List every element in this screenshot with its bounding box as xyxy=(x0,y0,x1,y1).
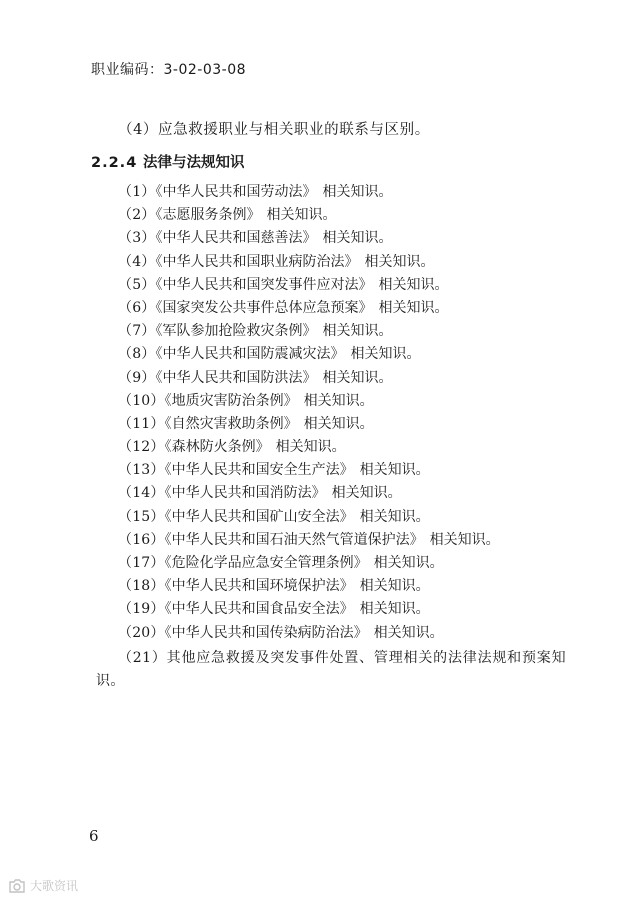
law-item-title: 《中华人民共和国慈善法》 xyxy=(155,230,317,247)
law-list-item xyxy=(118,343,558,366)
law-item-suffix: 相关知识。 xyxy=(359,578,430,595)
law-item-suffix: 相关知识。 xyxy=(359,601,430,618)
law-list-item xyxy=(118,251,558,274)
law-item-number: （15） xyxy=(118,508,165,525)
law-item-title: 《国家突发公共事件总体应急预案》 xyxy=(155,299,373,316)
law-list-item xyxy=(118,274,558,297)
law-item-number: （7） xyxy=(118,323,156,340)
law-item-title: 《危险化学品应急安全管理条例》 xyxy=(164,555,368,571)
law-item-number: （17） xyxy=(118,555,165,571)
law-item-title: 《中华人民共和国防震减灾法》 xyxy=(155,346,345,363)
law-list-item xyxy=(118,622,558,645)
law-list-item xyxy=(118,204,558,227)
law-item-suffix: 相关知识。 xyxy=(303,415,374,432)
law-item-suffix: 相关知识。 xyxy=(322,323,393,340)
law-list-item xyxy=(118,598,558,621)
law-list-item xyxy=(118,181,558,204)
section-number: 2.2.4 xyxy=(91,155,138,171)
section-heading xyxy=(91,151,245,172)
law-item-suffix: 相关知识。 xyxy=(322,369,393,386)
job-code-header: 职业编码：3-02-03-08 xyxy=(91,62,247,78)
law-item-suffix: 相关知识。 xyxy=(378,299,449,316)
law-item-title: 《志愿服务条例》 xyxy=(155,207,261,224)
intro-line: （4）应急救援职业与相关职业的联系与区别。 xyxy=(118,122,430,138)
law-list-item xyxy=(118,227,558,250)
law-list-item xyxy=(118,436,558,459)
law-list-item xyxy=(118,320,558,343)
law-item-suffix: 相关知识。 xyxy=(373,555,444,571)
law-list-item xyxy=(118,482,558,505)
camera-logo-icon xyxy=(8,878,26,894)
section-title: 法律与法规知识 xyxy=(143,155,245,171)
law-item-suffix: 相关知识。 xyxy=(275,439,346,456)
law-item-number: （5） xyxy=(118,276,156,293)
law-item-title: 《中华人民共和国劳动法》 xyxy=(155,184,317,200)
law-item-number: （16） xyxy=(118,531,165,548)
law-item-suffix: 相关知识。 xyxy=(266,207,337,224)
law-list-item xyxy=(118,552,558,575)
law-item-title: 《中华人民共和国矿山安全法》 xyxy=(164,508,354,525)
law-item-title: 《军队参加抢险救灾条例》 xyxy=(155,323,317,340)
law-item-suffix: 相关知识。 xyxy=(322,184,393,200)
law-item-number: （10） xyxy=(118,392,165,409)
law-item-suffix: 相关知识。 xyxy=(322,230,393,247)
law-item-title: 《自然灾害救助条例》 xyxy=(164,415,298,432)
law-item-title: 《森林防火条例》 xyxy=(164,439,270,456)
law-item-number: （4） xyxy=(118,253,156,270)
last-list-item: （21）其他应急救援及突发事件处置、管理相关的法律法规和预案知识。 xyxy=(96,650,566,689)
law-list-item xyxy=(118,297,558,320)
law-list-item xyxy=(118,529,558,552)
law-item-title: 《地质灾害防治条例》 xyxy=(164,392,298,409)
law-item-number: （11） xyxy=(118,415,165,432)
law-item-number: （20） xyxy=(118,624,165,641)
law-list-item xyxy=(118,459,558,482)
law-list xyxy=(118,181,558,645)
law-item-suffix: 相关知识。 xyxy=(364,253,435,270)
law-list-item xyxy=(118,575,558,598)
watermark-text: 大歌资讯 xyxy=(30,879,79,893)
law-item-title: 《中华人民共和国职业病防治法》 xyxy=(155,253,359,270)
law-item-suffix: 相关知识。 xyxy=(331,485,402,502)
law-item-title: 《中华人民共和国防洪法》 xyxy=(155,369,317,386)
law-item-number: （18） xyxy=(118,578,165,595)
law-list-item xyxy=(118,413,558,436)
law-item-title: 《中华人民共和国传染病防治法》 xyxy=(164,624,368,641)
law-item-suffix: 相关知识。 xyxy=(359,462,430,479)
law-item-number: （19） xyxy=(118,601,165,618)
law-list-item xyxy=(118,506,558,529)
law-item-suffix: 相关知识。 xyxy=(429,531,500,548)
law-item-title: 《中华人民共和国安全生产法》 xyxy=(164,462,354,479)
law-item-number: （13） xyxy=(118,462,165,479)
law-item-suffix: 相关知识。 xyxy=(378,276,449,293)
law-item-suffix: 相关知识。 xyxy=(359,508,430,525)
law-item-title: 《中华人民共和国消防法》 xyxy=(164,485,326,502)
law-item-number: （3） xyxy=(118,230,156,247)
law-item-number: （8） xyxy=(118,346,156,363)
law-item-title: 《中华人民共和国突发事件应对法》 xyxy=(155,276,373,293)
law-item-number: （9） xyxy=(118,369,156,386)
law-item-title: 《中华人民共和国石油天然气管道保护法》 xyxy=(164,531,424,548)
law-item-suffix: 相关知识。 xyxy=(373,624,444,641)
law-item-title: 《中华人民共和国食品安全法》 xyxy=(164,601,354,618)
law-item-number: （12） xyxy=(118,439,165,456)
law-item-number: （2） xyxy=(118,207,156,224)
law-list-item xyxy=(118,390,558,413)
law-item-number: （1） xyxy=(118,184,156,200)
law-item-suffix: 相关知识。 xyxy=(350,346,421,363)
law-list-item xyxy=(118,367,558,390)
law-item-suffix: 相关知识。 xyxy=(303,392,374,409)
page-number: 6 xyxy=(89,827,99,845)
law-item-title: 《中华人民共和国环境保护法》 xyxy=(164,578,354,595)
law-item-number: （6） xyxy=(118,299,156,316)
law-item-number: （14） xyxy=(118,485,165,502)
watermark xyxy=(8,877,78,894)
